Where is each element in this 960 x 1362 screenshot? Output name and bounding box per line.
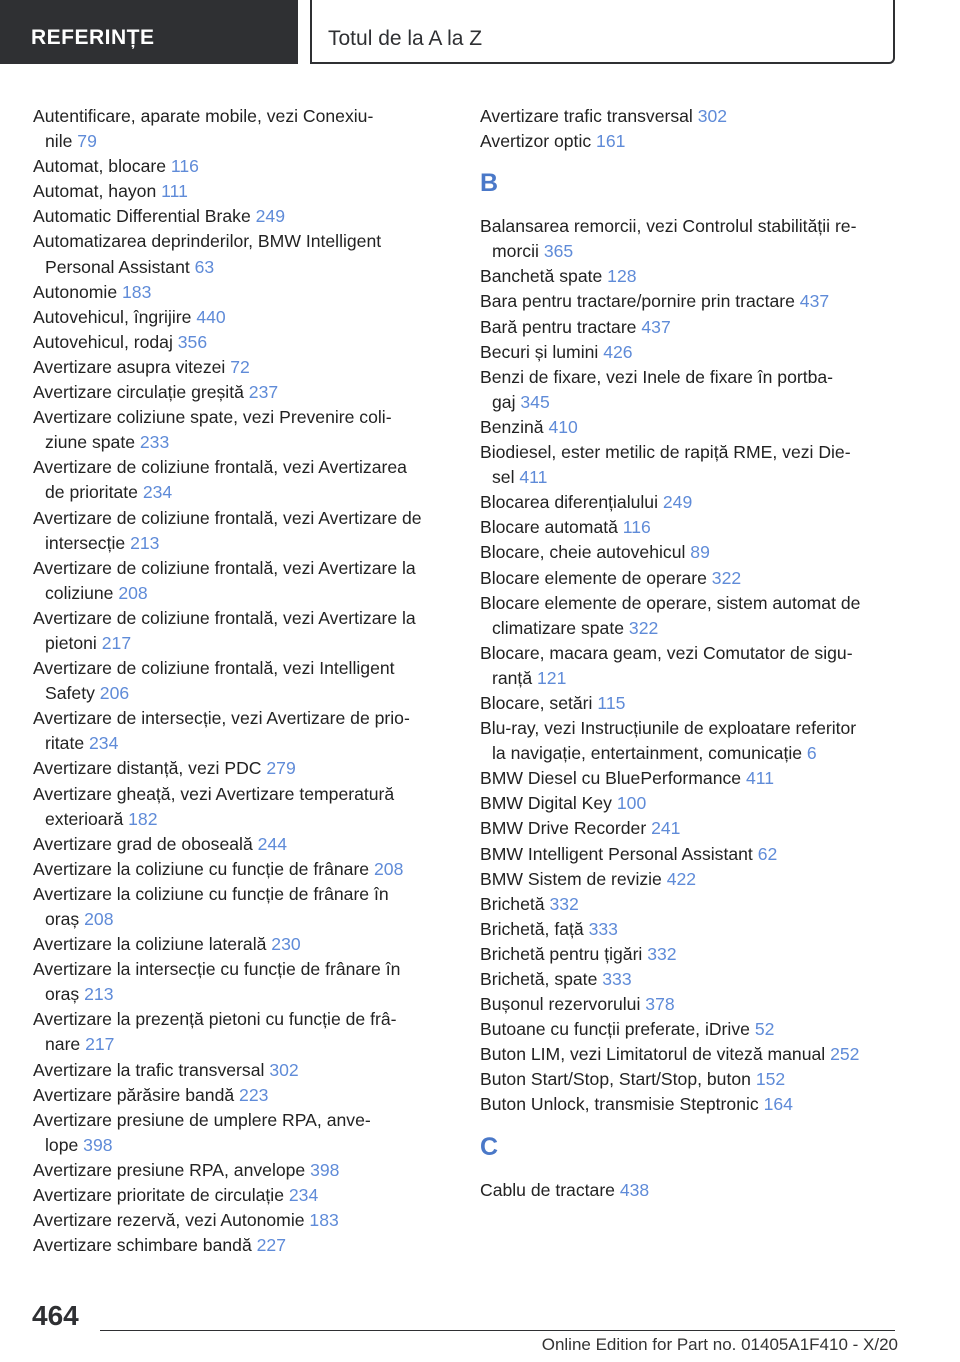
index-entry-text: Avertizare presiune de umplere RPA, anve- [33, 1109, 371, 1130]
index-entry-text: Avertizare la coliziune cu funcție de frânare în [33, 883, 389, 904]
index-entry-text: Avertizare distanță, vezi PDC [33, 758, 262, 779]
index-entry [480, 1042, 900, 1067]
page-reference-link[interactable]: 223 [239, 1084, 269, 1105]
index-entry [480, 791, 900, 816]
index-entry-text: Brichetă pentru țigări [480, 943, 643, 964]
page-reference-link[interactable]: 411 [745, 768, 775, 789]
page-reference-link[interactable]: 426 [603, 341, 633, 362]
index-entry [33, 1083, 453, 1108]
index-entry-text: la navigație, entertainment, comunicație [492, 743, 803, 764]
index-entry-text: lope [45, 1134, 79, 1155]
index-entry [480, 264, 900, 289]
index-entry [33, 832, 453, 857]
page-reference-link[interactable]: 322 [628, 617, 659, 638]
page-reference-link[interactable]: 152 [755, 1069, 786, 1090]
index-entry [480, 129, 900, 154]
page-reference-link[interactable]: 164 [763, 1094, 793, 1115]
page-reference-link[interactable]: 356 [177, 331, 208, 352]
page-number: 464 [32, 1300, 79, 1331]
index-entry-text: Blu-ray, vezi Instrucțiunile de exploatare referitor [480, 718, 857, 739]
index-entry [33, 932, 453, 957]
index-entry [480, 641, 900, 691]
index-entry-text: pietoni [45, 632, 97, 653]
section-tab: REFERINȚE [0, 0, 298, 64]
index-entry-text: Buton LIM, vezi Limitatorul de viteză manual [480, 1044, 826, 1065]
page-reference-link[interactable]: 332 [647, 943, 677, 964]
index-entry-text: Bușonul rezervorului [480, 994, 641, 1015]
index-entry-text: morcii [492, 241, 539, 262]
index-entry [33, 179, 453, 204]
index-entry-text: Avertizare de coliziune frontală, vezi Avertizare de [33, 507, 422, 528]
index-entry-text: Avertizare circulație greșită [33, 382, 244, 403]
index-entry-text: ritate [45, 733, 85, 754]
index-entry-text: Safety [45, 683, 95, 704]
index-entry [480, 766, 900, 791]
index-entry-text: Bara pentru tractare/pornire prin tractare [480, 291, 795, 312]
index-entry [33, 330, 453, 355]
page-reference-link[interactable]: 89 [690, 542, 710, 563]
page-reference-link[interactable]: 161 [596, 131, 626, 152]
index-entry-text: climatizare spate [492, 617, 625, 638]
index-entry [33, 1108, 453, 1158]
index-entry [480, 967, 900, 992]
index-entry-text: BMW Digital Key [480, 793, 612, 814]
index-entry [33, 1183, 453, 1208]
index-entry [480, 867, 900, 892]
index-entry-text: Becuri și lumini [480, 341, 599, 362]
index-entry-text: Automat, blocare [33, 156, 167, 177]
index-entry-text: BMW Drive Recorder [480, 818, 647, 839]
index-entry-text: Personal Assistant [45, 256, 190, 277]
index-entry [480, 1178, 900, 1203]
page-reference-link[interactable]: 252 [830, 1044, 860, 1065]
index-entry [33, 1158, 453, 1183]
page-reference-link[interactable]: 237 [248, 382, 279, 403]
index-entry-text: Balansarea remorcii, vezi Controlul stabilității re- [480, 216, 857, 237]
page-reference-link[interactable]: 79 [77, 131, 97, 152]
page-reference-link[interactable]: 183 [309, 1210, 339, 1231]
index-entry-text: exterioară [45, 808, 124, 829]
index-entry-text: nare [45, 1034, 81, 1055]
index-entry [33, 756, 453, 781]
index-entry [480, 515, 900, 540]
page-reference-link[interactable]: 302 [269, 1059, 299, 1080]
index-entry [480, 440, 900, 490]
page-reference-link[interactable]: 217 [101, 632, 132, 653]
page-reference-link[interactable]: 437 [641, 316, 671, 337]
index-section-letter: B [480, 169, 499, 198]
page-reference-link[interactable]: 116 [170, 156, 199, 177]
index-entry [480, 892, 900, 917]
index-entry-text: Blocare elemente de operare, sistem automat de [480, 592, 861, 613]
index-entry-text: Blocare elemente de operare [480, 567, 707, 588]
index-entry-text: Avertizare de coliziune frontală, vezi Avertizare la [33, 557, 416, 578]
index-entry [480, 566, 900, 591]
index-entry-text: sel [492, 467, 515, 488]
index-entry [33, 706, 453, 756]
page-reference-link[interactable]: 62 [757, 843, 778, 864]
page-reference-link[interactable]: 241 [651, 818, 681, 839]
page-reference-link[interactable]: 234 [89, 733, 119, 754]
page-reference-link[interactable]: 183 [122, 281, 152, 302]
index-entry-text: ziune spate [45, 432, 135, 453]
page-reference-link[interactable]: 217 [85, 1034, 115, 1055]
index-entry-text: ranță [492, 667, 533, 688]
index-entry [33, 1208, 453, 1233]
index-entry [33, 229, 453, 279]
footer-edition: Online Edition for Part no. 01405A1F410 - X/20 [541, 1335, 898, 1354]
page-reference-link[interactable]: 213 [130, 532, 160, 553]
page-reference-link[interactable]: 302 [697, 106, 728, 126]
page-reference-link[interactable]: 244 [257, 833, 287, 854]
index-entry [480, 365, 900, 415]
index-entry-text: Avertizare schimbare bandă [33, 1235, 252, 1256]
index-entry-text: Automatic Differential Brake [33, 206, 251, 227]
page-reference-link[interactable]: 208 [84, 909, 114, 929]
page-reference-link[interactable]: 322 [711, 567, 742, 588]
index-entry [480, 1017, 900, 1042]
index-entry-text: Butoane cu funcții preferate, iDrive [480, 1019, 750, 1040]
index-entry [33, 455, 453, 505]
index-entry [33, 656, 453, 706]
page-reference-link[interactable]: 234 [288, 1185, 319, 1206]
index-entry-text: oraș [45, 909, 80, 929]
index-entry-text: Avertizor optic [480, 131, 592, 152]
index-entry [480, 540, 900, 565]
index-entry [480, 917, 900, 942]
index-entry-text: Buton Unlock, transmisie Steptronic [480, 1094, 759, 1115]
index-entry-text: Biodiesel, ester metilic de rapiță RME, vezi Die- [480, 442, 851, 463]
index-entry [33, 1058, 453, 1083]
index-entry-text: Brichetă [480, 893, 545, 914]
page-reference-link[interactable]: 206 [99, 683, 130, 704]
index-entry-text: Automatizarea deprinderilor, BMW Intelligent [33, 231, 382, 252]
index-entry-text: BMW Intelligent Personal Assistant [480, 843, 753, 864]
index-entry-text: coliziune [45, 582, 114, 603]
page-reference-link[interactable]: 333 [602, 969, 632, 989]
index-entry-text: Avertizare la trafic transversal [33, 1059, 265, 1080]
page-reference-link[interactable]: 115 [597, 692, 626, 713]
page-reference-link[interactable]: 116 [622, 517, 651, 538]
page-reference-link[interactable]: 332 [549, 893, 579, 914]
index-entry [33, 380, 453, 405]
index-entry [480, 289, 900, 314]
index-entry [480, 340, 900, 365]
index-entry-text: Autovehicul, îngrijire [33, 306, 192, 327]
index-entry-text: Avertizare asupra vitezei [33, 356, 226, 377]
footer-divider [100, 1330, 895, 1331]
page-reference-link[interactable]: 249 [255, 206, 285, 227]
page-reference-link[interactable]: 121 [537, 667, 567, 688]
index-entry [33, 305, 453, 330]
page-reference-link[interactable]: 230 [271, 934, 301, 955]
index-entry-text: Avertizare gheață, vezi Avertizare temperatură [33, 783, 395, 804]
index-entry-text: Benzină [480, 416, 544, 437]
index-entry-text: Avertizare rezervă, vezi Autonomie [33, 1210, 305, 1231]
index-entry-text: Autonomie [33, 281, 118, 302]
index-entry-text: oraș [45, 984, 80, 1005]
page-reference-link[interactable]: 345 [520, 391, 550, 412]
index-entry [33, 957, 453, 1007]
index-entry-text: Blocare, setări [480, 692, 593, 713]
index-entry [33, 782, 453, 832]
page-reference-link[interactable]: 422 [666, 868, 697, 889]
index-entry [33, 1007, 453, 1057]
index-entry [480, 415, 900, 440]
index-entry-text: Brichetă, spate [480, 969, 598, 989]
index-entry [480, 942, 900, 967]
page-reference-link[interactable]: 410 [548, 416, 578, 437]
index-entry [33, 506, 453, 556]
index-entry-text: Avertizare de coliziune frontală, vezi Intelligent [33, 658, 395, 679]
page-reference-link[interactable]: 234 [142, 482, 173, 503]
index-entry [480, 1092, 900, 1117]
index-entry [480, 104, 900, 129]
index-entry-text: Automat, hayon [33, 181, 157, 202]
index-entry-text: Brichetă, față [480, 918, 584, 939]
index-entry [480, 842, 900, 867]
index-entry [480, 816, 900, 841]
index-entry [33, 104, 453, 154]
index-entry [480, 315, 900, 340]
index-entry-text: Avertizare de intersecție, vezi Avertizare de prio- [33, 708, 410, 729]
page-reference-link[interactable]: 365 [543, 241, 574, 262]
index-entry-text: Avertizare presiune RPA, anvelope [33, 1159, 306, 1180]
page-reference-link[interactable]: 208 [118, 582, 148, 603]
index-entry [33, 355, 453, 380]
index-entry-text: Avertizare la coliziune cu funcție de frânare [33, 858, 370, 879]
index-entry [480, 490, 900, 515]
index-entry-text: Blocare, cheie autovehicul [480, 542, 686, 563]
index-column-left [33, 104, 453, 1258]
index-entry [33, 606, 453, 656]
index-entry [480, 691, 900, 716]
index-entry [33, 882, 453, 932]
page-reference-link[interactable]: 227 [256, 1235, 286, 1256]
page-reference-link[interactable]: 249 [662, 492, 693, 513]
page-reference-link[interactable]: 213 [84, 984, 114, 1005]
index-entry [480, 716, 900, 766]
index-entry-text: Avertizare de coliziune frontală, vezi Avertizare la [33, 607, 416, 628]
index-entry-text: Avertizare de coliziune frontală, vezi Avertizarea [33, 457, 407, 478]
index-entry-text: Avertizare la coliziune laterală [33, 934, 267, 955]
page-reference-link[interactable]: 208 [374, 858, 404, 879]
index-entry [33, 556, 453, 606]
index-entry-text: Blocarea diferențialului [480, 492, 658, 513]
index-entry-text: nile [45, 131, 73, 152]
index-column-right [480, 104, 900, 1203]
page-reference-link[interactable]: 398 [83, 1134, 113, 1155]
page-reference-link[interactable]: 437 [799, 291, 830, 312]
page-reference-link[interactable]: 333 [588, 918, 618, 939]
page-header [0, 0, 960, 66]
index-entry-text: BMW Sistem de revizie [480, 868, 662, 889]
page-reference-link[interactable]: 411 [519, 467, 548, 488]
index-entry [33, 1233, 453, 1258]
page-reference-link[interactable]: 52 [754, 1019, 775, 1040]
index-entry-text: Avertizare trafic transversal [480, 106, 693, 126]
index-entry-text: Banchetă spate [480, 266, 603, 287]
index-entry-text: de prioritate [45, 482, 138, 503]
page-reference-link[interactable]: 398 [310, 1159, 340, 1180]
index-entry-text: Buton Start/Stop, Start/Stop, buton [480, 1069, 751, 1090]
index-entry [33, 405, 453, 455]
index-entry-text: Cablu de tractare [480, 1179, 615, 1200]
index-entry [480, 992, 900, 1017]
page-reference-link[interactable]: 100 [616, 793, 647, 814]
index-entry [480, 1067, 900, 1092]
page-reference-link[interactable]: 440 [196, 306, 226, 327]
page-reference-link[interactable]: 63 [194, 256, 215, 277]
index-entry-text: Avertizare grad de oboseală [33, 833, 253, 854]
index-entry [33, 280, 453, 305]
index-entry-text: Avertizare prioritate de circulație [33, 1185, 284, 1206]
chapter-title: Totul de la A la Z [310, 0, 895, 64]
page-reference-link[interactable]: 72 [230, 356, 250, 377]
page-reference-link[interactable]: 279 [266, 758, 296, 779]
index-entry-text: Blocare, macara geam, vezi Comutator de sigu- [480, 642, 853, 663]
index-entry-text: Autentificare, aparate mobile, vezi Conexiu- [33, 106, 374, 126]
index-entry-text: gaj [492, 391, 516, 412]
index-entry-text: Avertizare la intersecție cu funcție de frânare în [33, 959, 401, 980]
page-reference-link[interactable]: 378 [645, 994, 675, 1015]
page-reference-link[interactable]: 182 [128, 808, 158, 829]
page-reference-link[interactable]: 438 [619, 1179, 650, 1200]
index-entry-text: Autovehicul, rodaj [33, 331, 173, 352]
index-entry-text: Avertizare coliziune spate, vezi Prevenire coli- [33, 407, 392, 428]
index-section-letter: C [480, 1132, 499, 1161]
index-entry [33, 154, 453, 179]
index-entry [480, 214, 900, 264]
index-entry-text: intersecție [45, 532, 126, 553]
index-entry-text: Blocare automată [480, 517, 618, 538]
index-entry [33, 857, 453, 882]
index-entry-text: Bară pentru tractare [480, 316, 637, 337]
index-entry-text: Avertizare la prezență pietoni cu funcție de frâ- [33, 1009, 397, 1030]
index-entry-text: Benzi de fixare, vezi Inele de fixare în portba- [480, 366, 834, 387]
index-entry [480, 591, 900, 641]
page-reference-link[interactable]: 128 [607, 266, 637, 287]
page-reference-link[interactable]: 233 [139, 432, 170, 453]
index-entry-text: BMW Diesel cu BluePerformance [480, 768, 742, 789]
index-entry-text: Avertizare părăsire bandă [33, 1084, 235, 1105]
index-entry [33, 204, 453, 229]
page-reference-link[interactable]: 6 [806, 743, 817, 764]
page-reference-link[interactable]: 111 [161, 181, 188, 202]
